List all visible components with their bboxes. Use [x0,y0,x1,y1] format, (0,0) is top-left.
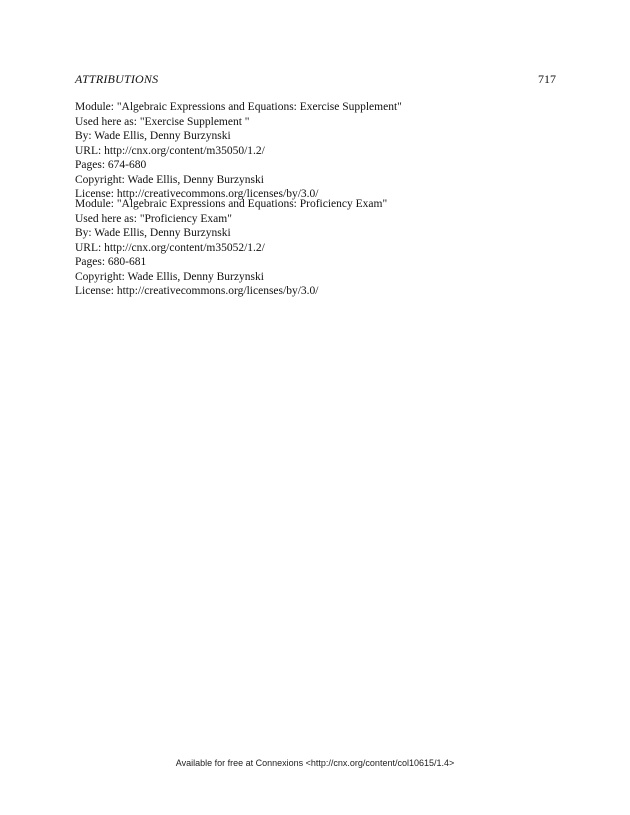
authors-line: By: Wade Ellis, Denny Burzynski [75,130,231,142]
running-header [75,72,556,90]
url-line: URL: http://cnx.org/content/m35050/1.2/ [75,144,265,157]
attribution-entry [75,100,555,202]
used-here-as-line: Used here as: "Proficiency Exam" [75,212,232,225]
header-title: ATTRIBUTIONS [75,72,159,86]
module-line: Module: "Algebraic Expressions and Equations: Proficiency Exam" [75,198,388,210]
copyright-line: Copyright: Wade Ellis, Denny Burzynski [75,173,264,186]
page-footer: Available for free at Connexions <http://cnx.org/content/col10615/1.4> [175,758,455,768]
page-number: 717 [538,72,556,86]
copyright-line: Copyright: Wade Ellis, Denny Burzynski [75,270,264,283]
license-line: License: http://creativecommons.org/licenses/by/3.0/ [75,285,319,297]
pages-line: Pages: 680-681 [75,256,147,268]
license-line: License: http://creativecommons.org/licenses/by/3.0/ [75,188,319,200]
module-line: Module: "Algebraic Expressions and Equations: Exercise Supplement" [75,101,402,113]
authors-line: By: Wade Ellis, Denny Burzynski [75,227,231,239]
pages-line: Pages: 674-680 [75,159,147,171]
used-here-as-line: Used here as: "Exercise Supplement " [75,115,250,128]
url-line: URL: http://cnx.org/content/m35052/1.2/ [75,241,265,254]
attribution-entry [75,197,555,299]
